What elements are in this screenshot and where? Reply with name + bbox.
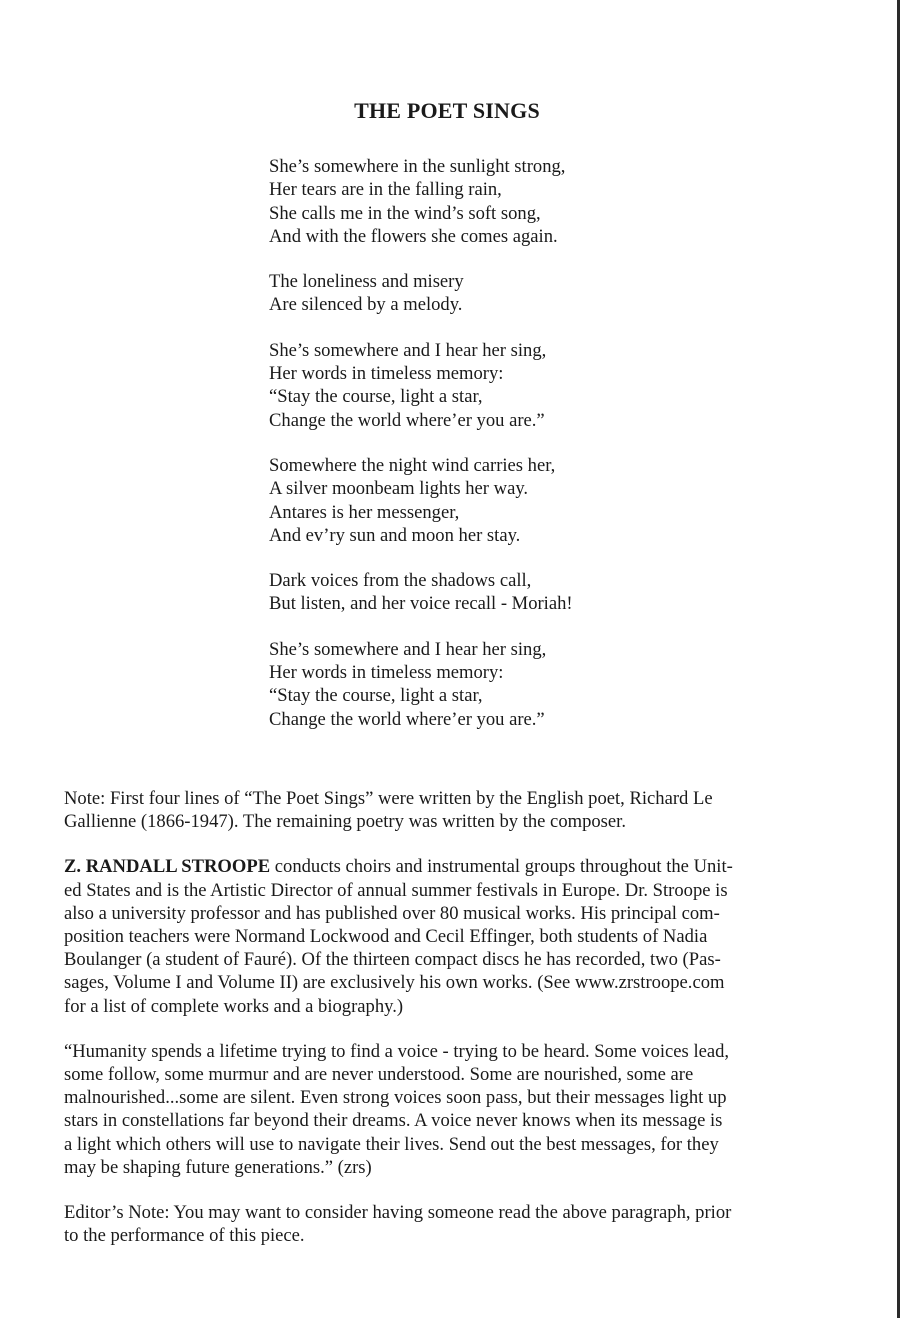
note-line: Note: First four lines of “The Poet Sings” were written by the English poet, Richard Le	[64, 788, 713, 809]
poem-line: Change the world where’er you are.”	[269, 409, 545, 431]
poem-line: Dark voices from the shadows call,	[269, 570, 532, 592]
poem-line: A silver moonbeam lights her way.	[269, 478, 529, 500]
bio-line: sages, Volume I and Volume II) are exclusively his own works. (See www.zrstroope.com	[64, 972, 725, 994]
poem-stanza-4	[269, 454, 573, 547]
poem-stanza-2	[269, 270, 573, 317]
composer-quote	[64, 1040, 844, 1179]
poem-line: She’s somewhere and I hear her sing,	[269, 339, 547, 361]
bio-line: position teachers were Normand Lockwood and Cecil Effinger, both students of Nadia	[64, 926, 708, 948]
poem-stanza-5	[269, 569, 573, 616]
poem-line: Somewhere the night wind carries her,	[269, 454, 556, 476]
poem-line: “Stay the course, light a star,	[269, 386, 483, 408]
quote-line: stars in constellations far beyond their dreams. A voice never knows when its message is	[64, 1110, 723, 1132]
poem-stanza-3	[269, 339, 573, 432]
poem-stanza-1	[269, 155, 573, 248]
bio-first-line	[64, 855, 844, 878]
poem-line: Change the world where’er you are.”	[269, 708, 545, 730]
composer-name: Z. RANDALL STROOPE	[64, 856, 271, 878]
authorship-note	[64, 787, 844, 833]
bio-line: also a university professor and has published over 80 musical works. His principal com-	[64, 902, 720, 924]
poem-line: Her words in timeless memory:	[269, 662, 504, 684]
poem-line: “Stay the course, light a star,	[269, 685, 483, 707]
quote-line: a light which others will use to navigate their lives. Send out the best messages, for they	[64, 1133, 719, 1155]
editor-note-line: to the performance of this piece.	[64, 1225, 305, 1247]
note-line: Gallienne (1866-1947). The remaining poetry was written by the composer.	[64, 811, 626, 833]
bio-line: for a list of complete works and a biography.)	[64, 995, 404, 1017]
poem-line: She’s somewhere and I hear her sing,	[269, 638, 547, 660]
bio-line: ed States and is the Artistic Director of annual summer festivals in Europe. Dr. Stroope is	[64, 879, 728, 901]
composer-biography	[64, 855, 844, 1017]
poem-line: Antares is her messenger,	[269, 501, 460, 523]
poem-line: And with the flowers she comes again.	[269, 225, 558, 247]
poem-line: She calls me in the wind’s soft song,	[269, 202, 541, 224]
poem-line: Her tears are in the falling rain,	[269, 179, 502, 201]
poem-line: But listen, and her voice recall - Moriah!	[269, 593, 573, 615]
poem-line: The loneliness and misery	[269, 271, 464, 293]
poem-line: And ev’ry sun and moon her stay.	[269, 524, 521, 546]
bio-first-line-text: conducts choirs and instrumental groups throughout the Unit-	[270, 856, 733, 878]
quote-line: some follow, some murmur and are never understood. Some are nourished, some are	[64, 1064, 694, 1086]
prose-section	[64, 787, 844, 1269]
editor-note	[64, 1201, 844, 1247]
editor-note-line: Editor’s Note: You may want to consider having someone read the above paragraph, prior	[64, 1202, 732, 1224]
bio-line: Boulanger (a student of Fauré). Of the thirteen compact discs he has recorded, two (Pas-	[64, 949, 721, 971]
poem-line: Her words in timeless memory:	[269, 363, 504, 385]
quote-line: may be shaping future generations.” (zrs)	[64, 1156, 372, 1178]
quote-line: malnourished...some are silent. Even strong voices soon pass, but their messages light up	[64, 1087, 727, 1109]
poem-line: Are silenced by a melody.	[269, 294, 463, 316]
quote-line: “Humanity spends a lifetime trying to find a voice - trying to be heard. Some voices lead,	[64, 1040, 730, 1062]
poem-stanza-6	[269, 638, 573, 731]
poem	[269, 155, 573, 753]
poem-line: She’s somewhere in the sunlight strong,	[269, 156, 566, 177]
page-title: THE POET SINGS	[354, 98, 540, 123]
